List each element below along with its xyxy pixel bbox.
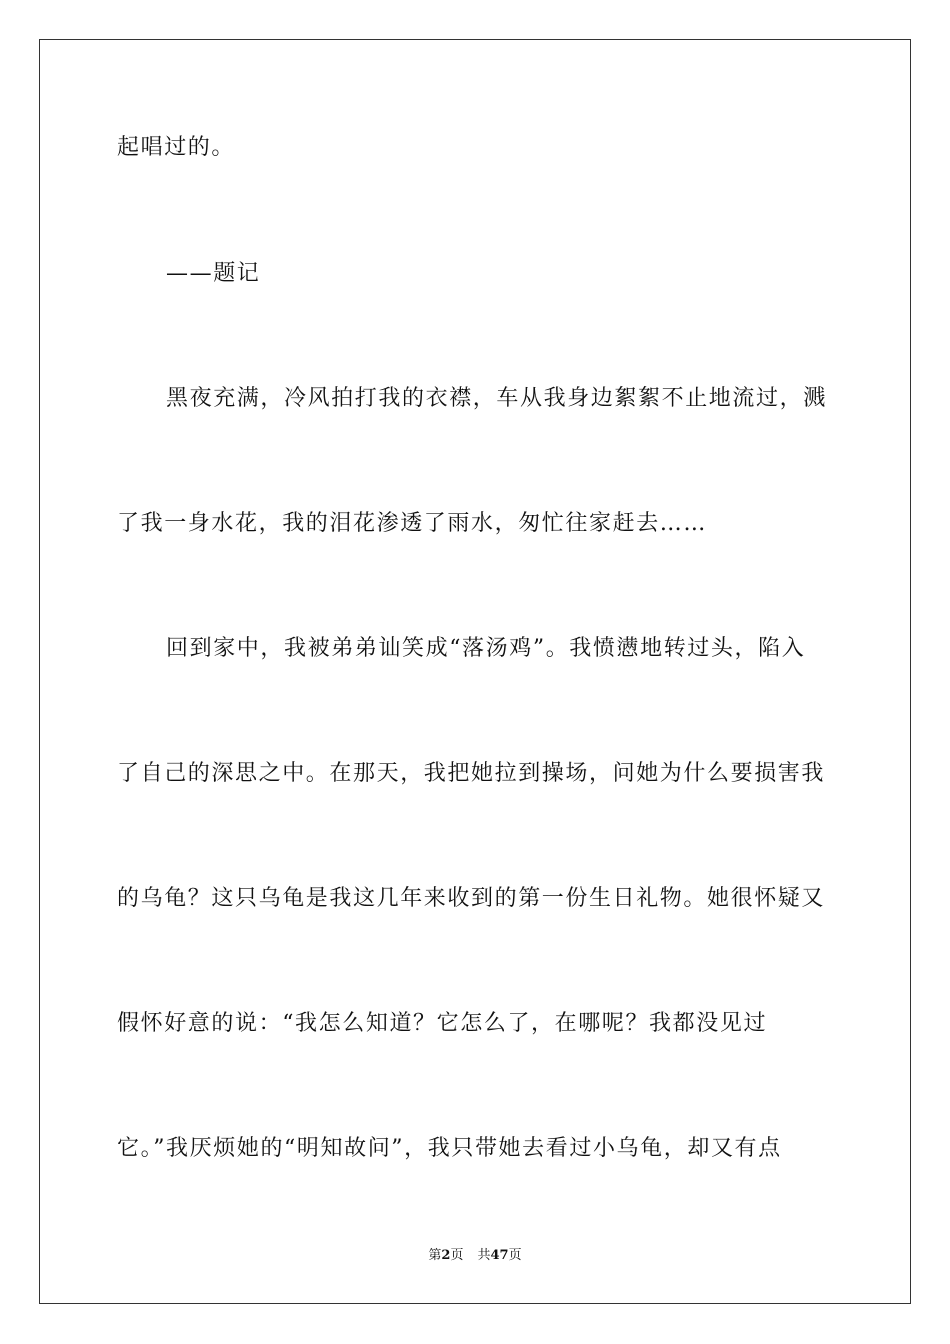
footer-page-number: 2: [441, 1248, 451, 1263]
text-line-4: 了我一身水花，我的泪花渗透了雨水，匆忙往家赶去……: [117, 511, 708, 536]
page-footer: [0, 1247, 950, 1265]
text-line-8: 假怀好意的说：“我怎么知道？它怎么了，在哪呢？我都没见过: [117, 1011, 768, 1036]
epigraph-attribution: ——题记: [166, 261, 261, 286]
text-line-7: 的乌龟？这只乌龟是我这几年来收到的第一份生日礼物。她很怀疑又: [117, 886, 826, 911]
text-line-5: 回到家中，我被弟弟讪笑成“落汤鸡”。我愤懑地转过头，陷入: [166, 636, 806, 661]
footer-total-suffix: 页: [508, 1248, 522, 1263]
footer-page-prefix: 第: [428, 1248, 442, 1263]
text-line-3: 黑夜充满，冷风拍打我的衣襟，车从我身边絮絮不止地流过，溅: [166, 386, 827, 411]
text-line-9: 它。”我厌烦她的“明知故问”，我只带她去看过小乌龟，却又有点: [117, 1136, 782, 1161]
page-border: [39, 39, 911, 1304]
footer-total-prefix: 共: [477, 1248, 491, 1263]
footer-page-suffix: 页: [450, 1248, 464, 1263]
footer-total-pages: 47: [490, 1248, 509, 1263]
text-line-1: 起唱过的。: [117, 135, 236, 160]
text-line-6: 了自己的深思之中。在那天，我把她拉到操场，问她为什么要损害我: [117, 761, 826, 786]
